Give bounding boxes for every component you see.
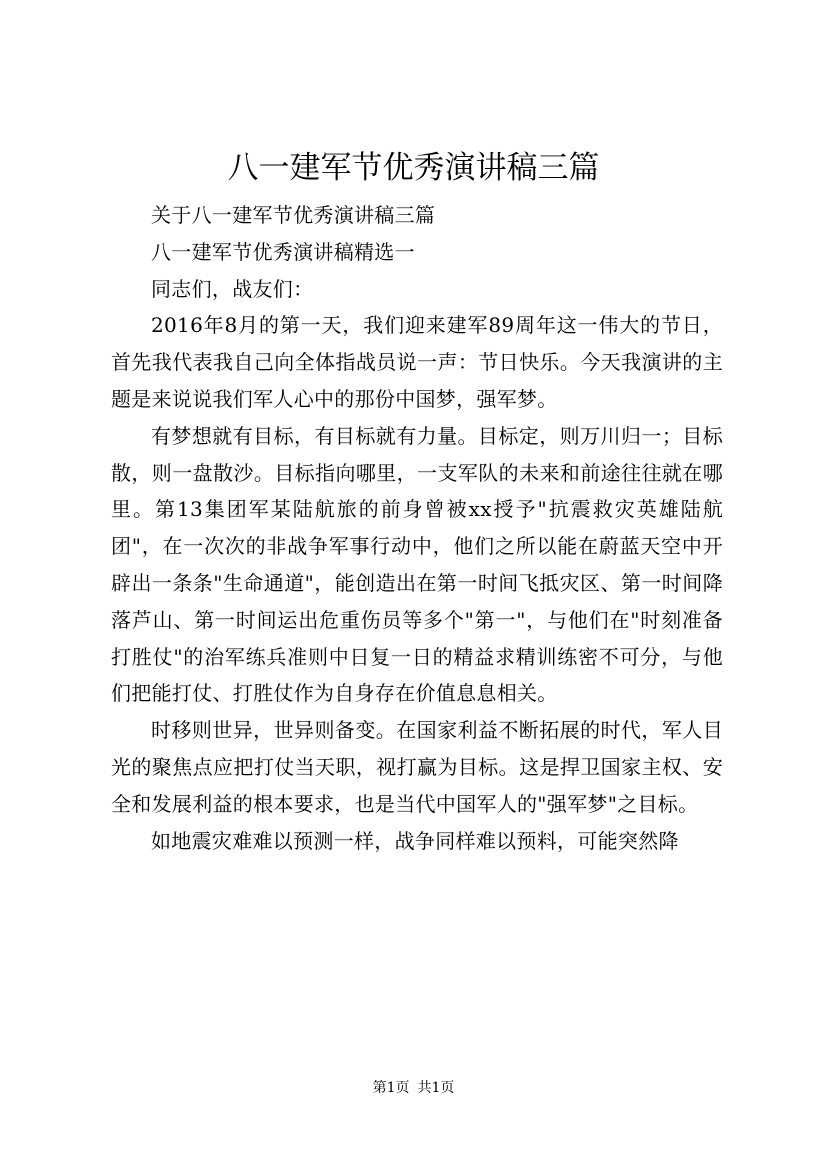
paragraph-salutation: 同志们，战友们： — [151, 276, 314, 301]
paragraph-subtitle: 关于八一建军节优秀演讲稿三篇 — [151, 203, 436, 227]
page-number: 第1页 — [372, 1080, 410, 1096]
paragraph-body-4: 如地震灾难难以预测一样，战争同样难以预料，可能突然降 — [151, 828, 679, 853]
document-body — [111, 197, 723, 859]
paragraph-section-heading: 八一建军节优秀演讲稿精选一 — [151, 239, 415, 264]
page-footer — [0, 1078, 827, 1098]
paragraph-body-1: 2016年8月的第一天，我们迎来建军89周年这一伟大的节日，首先我代表我自己向全体指战员说一声：节日快乐。今天我演讲的主题是来说说我们军人心中的那份中国梦，强军梦。 — [111, 313, 723, 411]
document-title: 八一建军节优秀演讲稿三篇 — [227, 150, 600, 186]
paragraph-body-3: 时移则世异，世异则备变。在国家利益不断拓展的时代，军人目光的聚焦点应把打仗当天职，视打赢为目标。这是捍卫国家主权、安全和发展利益的根本要求，也是当代中国军人的"强军梦"之目标。 — [111, 718, 723, 816]
page-total: 共1页 — [417, 1080, 455, 1096]
paragraph-body-2: 有梦想就有目标，有目标就有力量。目标定，则万川归一；目标散，则一盘散沙。目标指向哪里，一支军队的未来和前途往往就在哪里。第13集团军某陆航旅的前身曾被xx授予"抗震救灾英雄陆航团"，在一次次的非战争军事行动中，他们之所以能在蔚蓝天空中开辟出一条条"生命通道"，能创造出在第一时间飞抵灾区、第一时间降落芦山、第一时间运出危重伤员等多个"第一"，与他们在"时刻准备打胜仗"的治军练兵准则中日复一日的精益求精训练密不可分，与他们把能打仗、打胜仗作为自身存在价值息息相关。 — [111, 423, 723, 706]
